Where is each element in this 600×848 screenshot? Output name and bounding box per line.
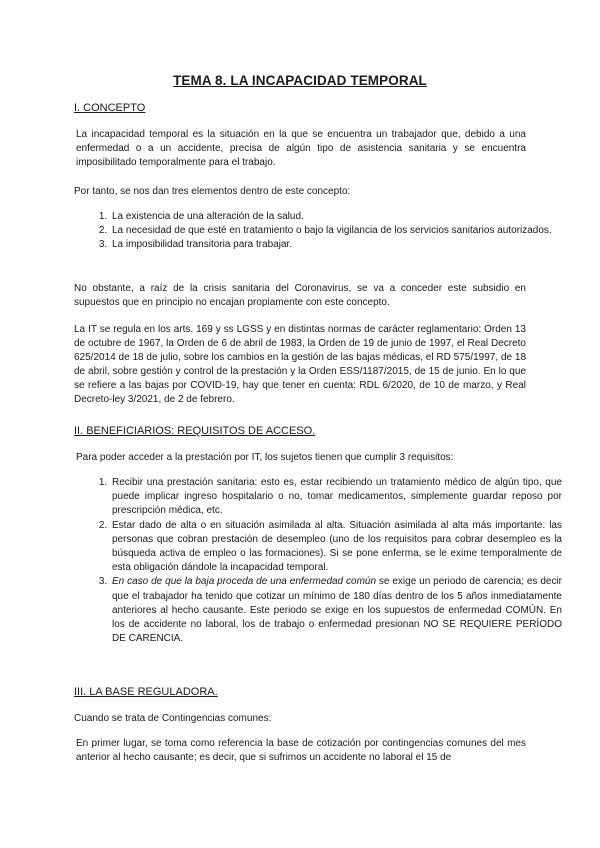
italic-phrase: En caso de que la baja proceda de una enfermedad común	[112, 576, 377, 588]
paragraph-definicion: La incapacidad temporal es la situación en la que se encuentra un trabajador que, debido a una enfermedad o a un accidente, precisa de algún tipo de asistencia sanitaria y se encuentra imposibilitado temporalmente para el trabajo.	[76, 129, 526, 169]
list-item: 3. La imposibilidad transitoria para trabajar.	[110, 238, 562, 252]
list-item: 2. Estar dado de alta o en situación asimilada al alta. Situación asimilada al alta más importante: las personas que cobran prestación de desempleo (uno de los requisitos para cobrar desempleo es la búsqueda activa de empleo o las formaciones). Si se pone enferma, se le exime temporalmente de esta obligación dándole la incapacidad temporal.	[110, 519, 562, 576]
section-heading-concepto: I. CONCEPTO	[74, 102, 146, 114]
section-heading-beneficiarios: II. BENEFICIARIOS: REQUISITOS DE ACCESO.	[74, 425, 316, 437]
requirements-list	[74, 476, 562, 646]
paragraph-regulacion: La IT se regula en los arts. 169 y ss LGSS y en distintas normas de carácter reglamentario: Orden 13 de octubre de 1967, la Orden de 6 de abril de 1983, la Orden de 19 de junio de 1997, el Real Decreto 625/2014 de 18 de julio, sobre los cambios en la gestión de las bajas médicas, el RD 575/1997, de 18 de abril, sobre gestión y control de la prestación y la Orden ESS/1187/2015, de 15 de junio. En lo que se refiere a las bajas por COVID-19, hay que tener en cuenta: RDL 6/2020, de 10 de marzo, y Real Decreto-ley 3/2021, de 2 de febrero.	[74, 324, 526, 406]
paragraph-elementos-intro: Por tanto, se nos dan tres elementos dentro de este concepto:	[74, 186, 351, 197]
paragraph-requisitos-intro: Para poder acceder a la prestación por IT, los sujetos tienen que cumplir 3 requisitos:	[76, 452, 454, 463]
section-heading-base-reguladora: III. LA BASE REGULADORA.	[74, 686, 218, 698]
list-item	[110, 575, 562, 646]
paragraph-base-cotizacion: En primer lugar, se toma como referencia la base de cotización por contingencias comunes del mes anterior al hecho causante; es decir, que si sufrimos un accidente no laboral el 15 de	[76, 738, 526, 764]
page-title: TEMA 8. LA INCAPACIDAD TEMPORAL	[173, 73, 427, 88]
paragraph-coronavirus: No obstante, a raíz de la crisis sanitaria del Coronavirus, se va a conceder este subsidio en supuestos que en principio no encajan propiamente con este concepto.	[74, 283, 526, 309]
elements-list	[74, 210, 562, 253]
list-item: 1. Recibir una prestación sanitaria: esto es, estar recibiendo un tratamiento médico de algún tipo, que puede implicar ingreso hospitalario o no, tomar medicamentos, simplemente guardar reposo por prescripción médica, etc.	[110, 476, 562, 519]
list-item: 2. La necesidad de que esté en tratamiento o bajo la vigilancia de los servicios sanitarios autorizados.	[110, 224, 562, 238]
paragraph-contingencias: Cuando se trata de Contingencias comunes:	[74, 713, 272, 724]
list-item-text: se exige un periodo de carencia; es decir que el trabajador ha tenido que cotizar un mínimo de 180 días dentro de los 5 años inmediatamente anteriores al hecho causante. Este periodo se exige en los supuestos de enfermedad COMÚN. En los de accidente no laboral, los de trabajo o enfermedad presionan NO SE REQUIERE PERÍODO DE CARENCIA.	[112, 576, 562, 645]
list-item: 1. La existencia de una alteración de la salud.	[110, 210, 562, 224]
